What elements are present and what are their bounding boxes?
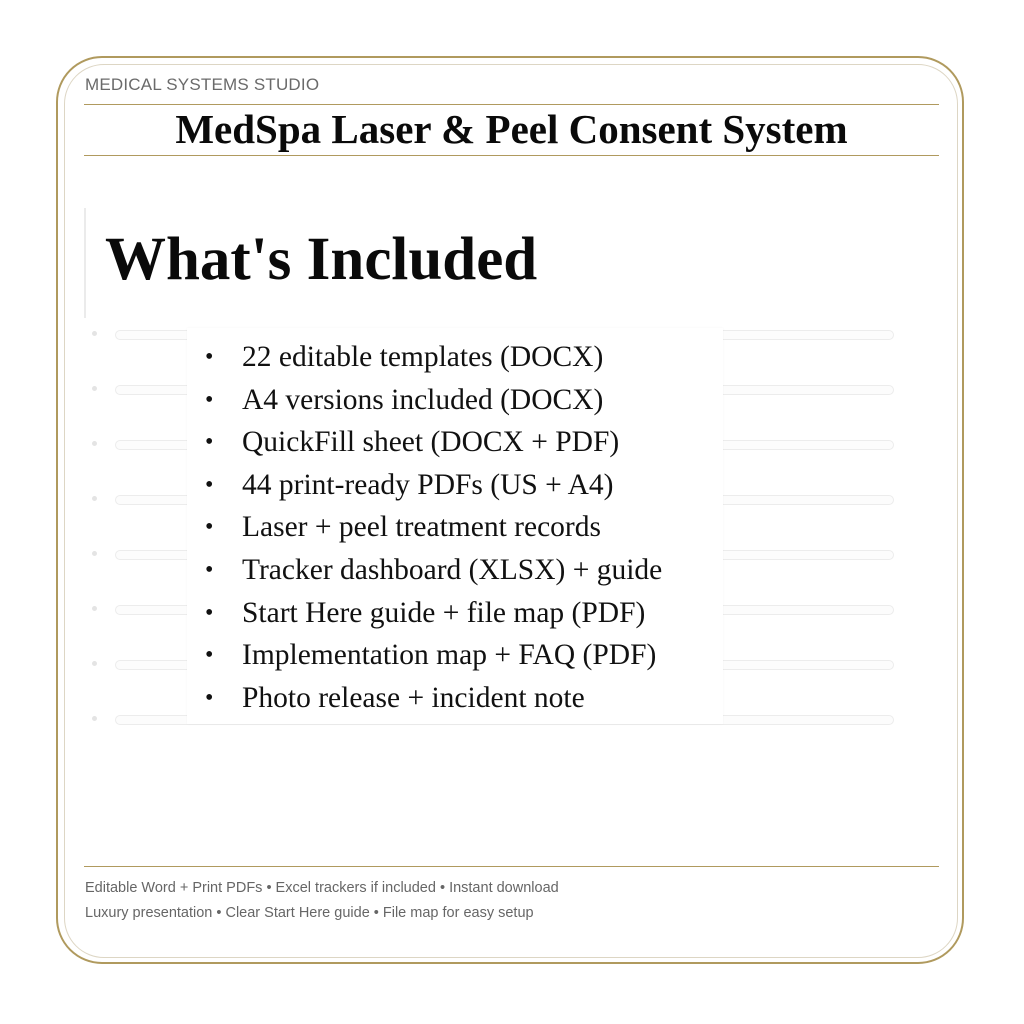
ghost-dot [92, 716, 97, 721]
footer-line-1: Editable Word + Print PDFs • Excel trackers if included • Instant download [85, 880, 559, 896]
included-list [205, 336, 725, 719]
list-item [205, 336, 725, 379]
list-item-text: A4 versions included (DOCX) [242, 383, 604, 416]
list-item [205, 634, 725, 677]
ghost-dot [92, 441, 97, 446]
list-item [205, 677, 725, 720]
ghost-dot [92, 496, 97, 501]
list-item-text: 44 print-ready PDFs (US + A4) [242, 468, 614, 501]
list-item [205, 549, 725, 592]
list-item-text: Laser + peel treatment records [242, 511, 601, 544]
list-item [205, 421, 725, 464]
list-item-text: Photo release + incident note [242, 681, 585, 714]
ghost-dot [92, 331, 97, 336]
list-item-text: Tracker dashboard (XLSX) + guide [242, 553, 663, 586]
bullet-icon: • [205, 642, 214, 669]
bullet-icon: • [205, 556, 214, 583]
list-item [205, 506, 725, 549]
bullet-icon: • [205, 344, 214, 370]
bullet-icon: • [205, 429, 214, 456]
list-item-text: 22 editable templates (DOCX) [242, 341, 604, 373]
bullet-icon: • [205, 514, 214, 541]
ghost-dot [92, 386, 97, 391]
footer-divider [84, 866, 939, 867]
section-accent-bar [84, 208, 86, 318]
list-item [205, 464, 725, 507]
bullet-icon: • [205, 471, 214, 498]
list-item-text: Implementation map + FAQ (PDF) [242, 639, 657, 672]
studio-label: MEDICAL SYSTEMS STUDIO [85, 75, 320, 94]
page-title: MedSpa Laser & Peel Consent System [175, 106, 848, 152]
ghost-dot [92, 551, 97, 556]
list-item [205, 379, 725, 422]
list-item [205, 592, 725, 635]
title-divider [84, 155, 939, 156]
section-title: What's Included [105, 226, 538, 293]
bullet-icon: • [205, 684, 214, 711]
ghost-dot [92, 661, 97, 666]
bullet-icon: • [205, 599, 214, 626]
list-item-text: Start Here guide + file map (PDF) [242, 596, 646, 629]
list-item-text: QuickFill sheet (DOCX + PDF) [242, 426, 620, 459]
ghost-dot [92, 606, 97, 611]
footer-line-2: Luxury presentation • Clear Start Here guide • File map for easy setup [85, 905, 534, 921]
bullet-icon: • [205, 386, 214, 413]
